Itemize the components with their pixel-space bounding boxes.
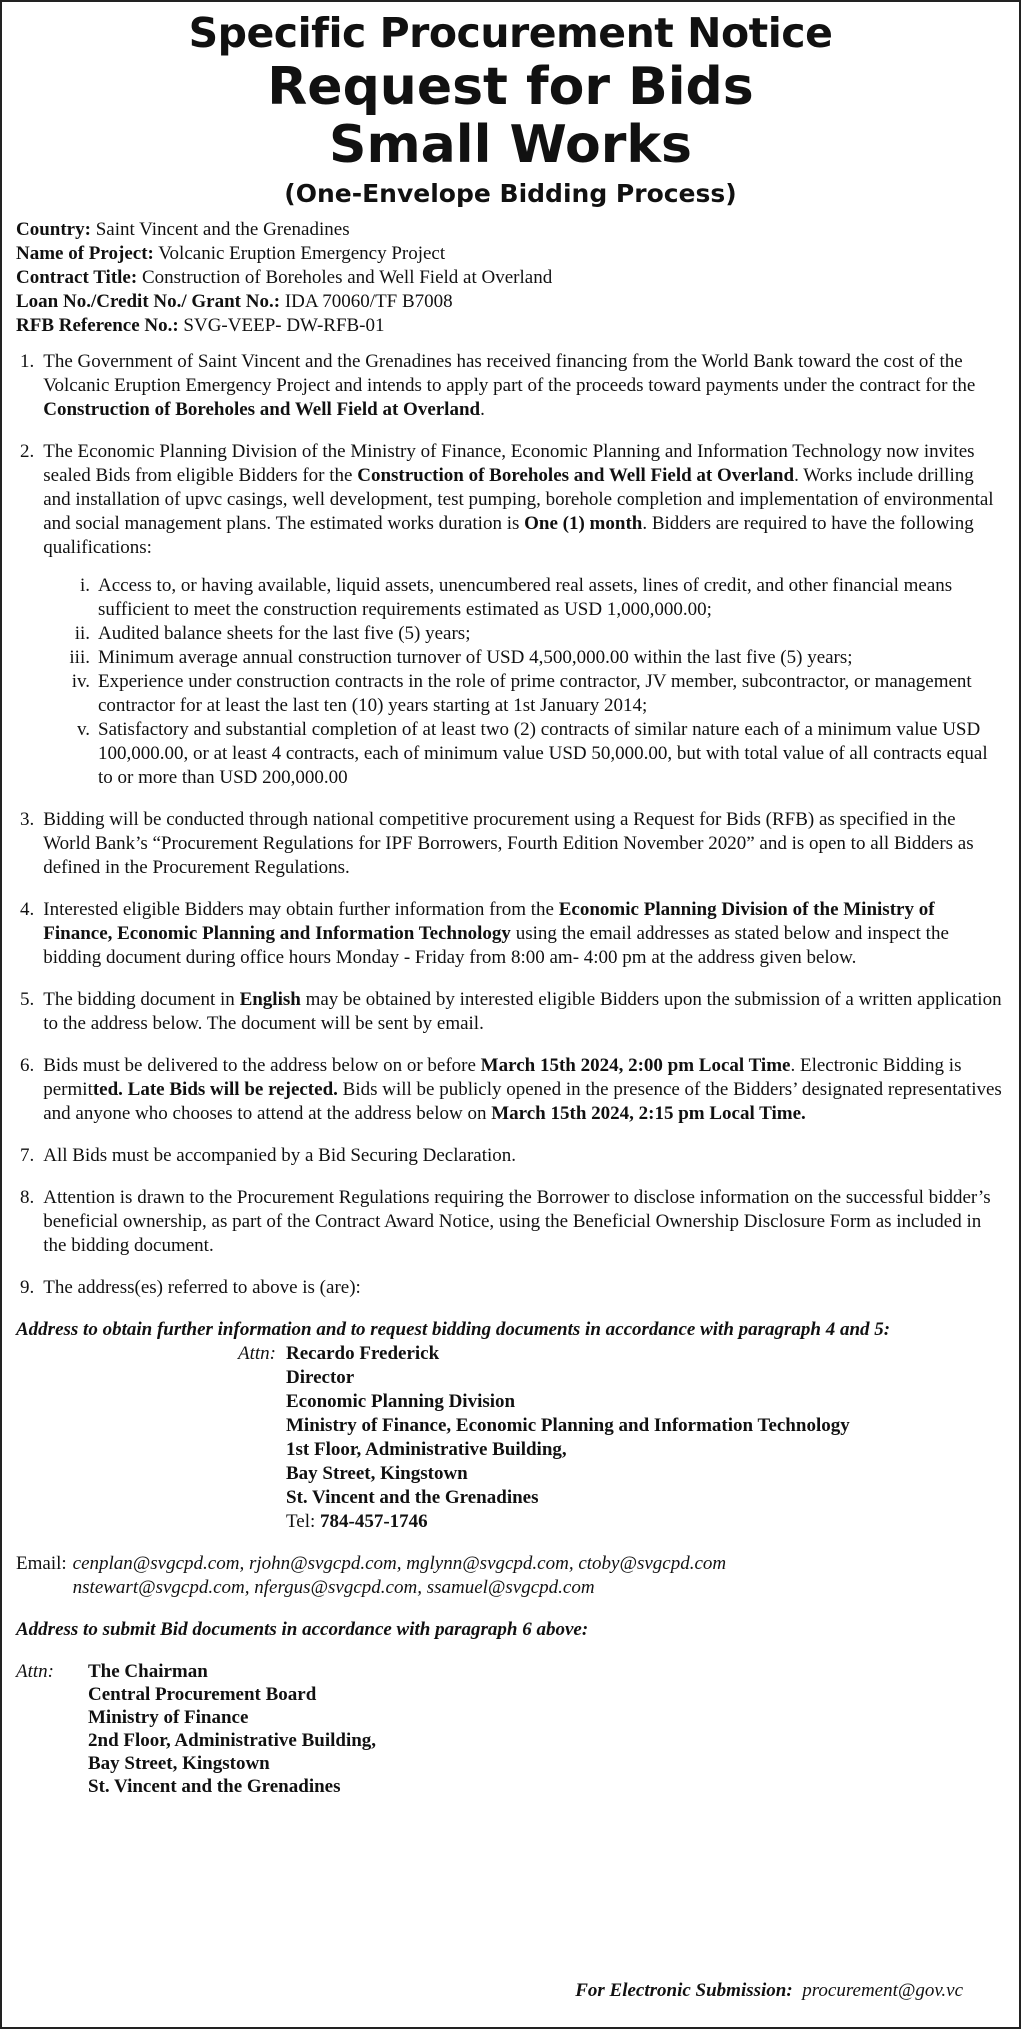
bidding-process-subtitle: (One-Envelope Bidding Process): [284, 179, 737, 208]
address-line: 1st Floor, Administrative Building,: [286, 1439, 567, 1460]
address-line: Bay Street, Kingstown: [286, 1463, 468, 1484]
address-submit-heading: Address to submit Bid documents in accordance with paragraph 6 above:: [16, 1619, 589, 1640]
qualification-item: ii. Audited balance sheets for the last five (5) years;: [74, 623, 471, 644]
email-label: Email:: [16, 1553, 67, 1574]
attn-label: Attn:: [16, 1661, 54, 1682]
address-line: Ministry of Finance: [88, 1707, 249, 1728]
address-line: 2nd Floor, Administrative Building,: [88, 1730, 377, 1751]
qualification-item: iii. Minimum average annual construction turnover of USD 4,500,000.00 within the last five (5) years;: [69, 647, 853, 668]
qualifications-list: [16, 574, 1005, 790]
address-line: The Chairman: [88, 1661, 208, 1682]
paragraph-3: 3. Bidding will be conducted through national competitive procurement using a Request for Bids (RFB) as specified in the World Bank’s “Procurement Regulations for IPF Borrowers, Fourth Edition November 2020” and is open to all Bidders as defined in the Procurement Regulations.: [20, 809, 974, 878]
address-info-heading: Address to obtain further information and to request bidding documents in accordance with paragraph 4 and 5:: [16, 1319, 891, 1340]
project-meta: [16, 218, 1005, 338]
address-line: St. Vincent and the Grenadines: [88, 1776, 341, 1797]
paragraph-8: 8. Attention is drawn to the Procurement Regulations requiring the Borrower to disclose information on the successful bidder’s beneficial ownership, as part of the Contract Award Notice, using the Beneficial Ownership Disclosure Form as included in the bidding document.: [20, 1187, 991, 1256]
attn-label: Attn:: [238, 1343, 276, 1364]
address-line: Central Procurement Board: [88, 1684, 317, 1705]
address-line: Bay Street, Kingstown: [88, 1753, 270, 1774]
qualification-item: i. Access to, or having available, liquid assets, unencumbered real assets, lines of credit, and other financial means sufficient to meet the construction requirements estimated as USD 1,000,000.00;: [79, 575, 953, 620]
paragraph-2: 2. The Economic Planning Division of the Ministry of Finance, Economic Planning and Information Technology now invites sealed Bids from eligible Bidders for the Construction of Boreholes and Well Field at Overland. Works include drilling and installation of upvc casings, well development, test pumping, borehole completion and implementation of environmental and social management plans. The estimated works duration is One (1) month. Bidders are required to have the following qualifications:: [20, 441, 994, 558]
rfb-title: Request for Bids: [267, 57, 754, 117]
qualification-item: v. Satisfactory and substantial completion of at least two (2) contracts of similar nature each of a minimum value USD 100,000.00, or at least 4 contracts, each of minimum value USD 50,000.00, but with total value of all contracts equal to or more than USD 200,000.00: [76, 719, 988, 788]
email-line[interactable]: cenplan@svgcpd.com, rjohn@svgcpd.com, mglynn@svgcpd.com, ctoby@svgcpd.com: [72, 1553, 727, 1574]
address-line: Recardo Frederick: [286, 1343, 440, 1364]
paragraph-9: 9. The address(es) referred to above is (are):: [20, 1277, 361, 1298]
qualification-item: iv. Experience under construction contracts in the role of prime contractor, JV member, subcontractor, or management contractor for at least the last ten (10) years starting at 1st January 2014;: [71, 671, 972, 716]
electronic-submission-email[interactable]: procurement@gov.vc: [802, 1980, 963, 2001]
address-line: St. Vincent and the Grenadines: [286, 1487, 539, 1508]
meta-project: Name of Project: Volcanic Eruption Emergency Project: [16, 243, 446, 264]
small-works-title: Small Works: [329, 115, 692, 175]
meta-loan: Loan No./Credit No./ Grant No.: IDA 70060/TF B7008: [16, 291, 453, 312]
email-block: [16, 1552, 1005, 1600]
paragraph-7: 7. All Bids must be accompanied by a Bid Securing Declaration.: [20, 1145, 517, 1166]
address-info-block: [16, 1342, 1005, 1534]
telephone: Tel: 784-457-1746: [286, 1511, 428, 1532]
address-line: Economic Planning Division: [286, 1391, 516, 1412]
paragraph-6: 6. Bids must be delivered to the address below on or before March 15th 2024, 2:00 pm Local Time. Electronic Bidding is permitted. Late Bids will be rejected. Bids will be publicly opened in the presence of the Bidders’ designated representatives and anyone who chooses to attend at the address below on March 15th 2024, 2:15 pm Local Time.: [20, 1055, 1002, 1124]
electronic-submission: For Electronic Submission: procurement@gov.vc: [575, 1980, 963, 2001]
paragraph-4: 4. Interested eligible Bidders may obtain further information from the Economic Planning Division of the Ministry of Finance, Economic Planning and Information Technology using the email addresses as stated below and inspect the bidding document during office hours Monday - Friday from 8:00 am- 4:00 pm at the address given below.: [20, 899, 949, 968]
paragraph-5: 5. The bidding document in English may be obtained by interested eligible Bidders upon the submission of a written application to the address below. The document will be sent by email.: [20, 989, 1002, 1034]
notice-title: Specific Procurement Notice: [188, 9, 833, 57]
meta-country: Country: Saint Vincent and the Grenadines: [16, 219, 350, 240]
address-line: Director: [286, 1367, 355, 1388]
meta-contract: Contract Title: Construction of Boreholes and Well Field at Overland: [16, 267, 553, 288]
meta-rfb: RFB Reference No.: SVG-VEEP- DW-RFB-01: [16, 315, 385, 336]
address-line: Ministry of Finance, Economic Planning and Information Technology: [286, 1415, 850, 1436]
email-line[interactable]: nstewart@svgcpd.com, nfergus@svgcpd.com, ssamuel@svgcpd.com: [72, 1577, 595, 1598]
address-submit-block: [16, 1660, 1005, 1798]
paragraph-1: 1. The Government of Saint Vincent and the Grenadines has received financing from the World Bank toward the cost of the Volcanic Eruption Emergency Project and intends to apply part of the proceeds toward payments under the contract for the Construction of Boreholes and Well Field at Overland.: [20, 351, 976, 420]
